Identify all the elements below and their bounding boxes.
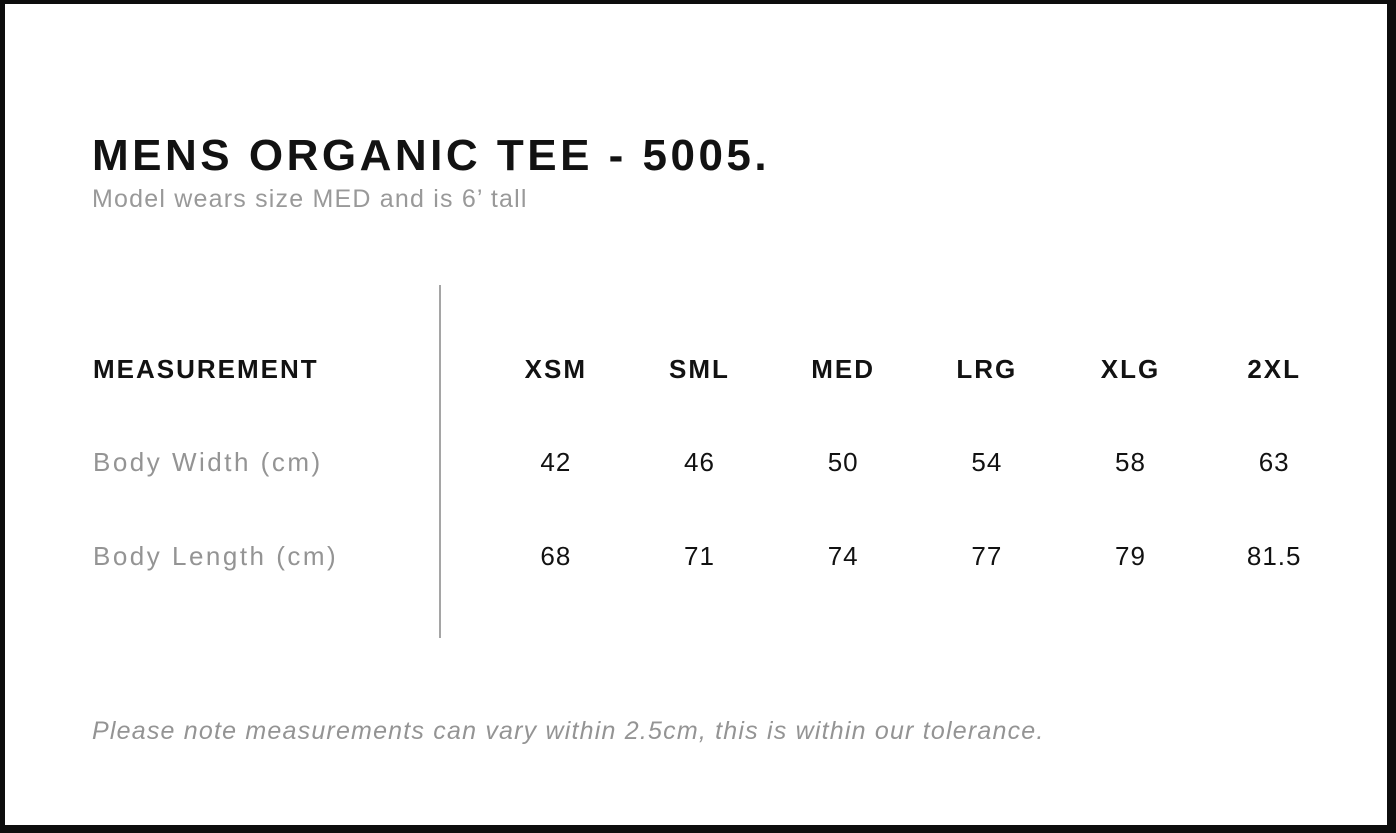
row-label: Body Length (cm) bbox=[93, 540, 339, 571]
table-row-body-width bbox=[93, 445, 1346, 479]
size-value: 81.5 bbox=[1246, 540, 1302, 571]
size-value: 46 bbox=[684, 446, 715, 477]
tolerance-note: Please note measurements can vary within 2.5cm, this is within our tolerance. bbox=[92, 717, 1045, 745]
row-label: Body Width (cm) bbox=[93, 446, 323, 477]
table-row-body-length bbox=[93, 539, 1346, 573]
size-header-sml: SML bbox=[669, 353, 730, 384]
size-value: 71 bbox=[684, 540, 715, 571]
size-header-lrg: LRG bbox=[956, 353, 1018, 384]
size-value: 77 bbox=[971, 540, 1003, 571]
size-value: 68 bbox=[540, 540, 572, 571]
size-value: 50 bbox=[827, 446, 859, 477]
size-value: 54 bbox=[971, 446, 1003, 477]
size-header-xlg: XLG bbox=[1100, 353, 1161, 384]
size-chart-header-row bbox=[93, 352, 1346, 386]
size-value: 42 bbox=[540, 446, 572, 477]
size-value: 79 bbox=[1115, 540, 1146, 571]
size-value: 74 bbox=[827, 540, 859, 571]
size-header-xsm: XSM bbox=[524, 353, 587, 384]
size-header-2xl: 2XL bbox=[1247, 353, 1301, 384]
size-value: 58 bbox=[1115, 446, 1146, 477]
measurement-column-header: MEASUREMENT bbox=[93, 353, 319, 384]
model-size-info: Model wears size MED and is 6’ tall bbox=[92, 185, 528, 213]
size-header-med: MED bbox=[811, 353, 876, 384]
page-title: MENS ORGANIC TEE - 5005. bbox=[92, 131, 771, 181]
size-value: 63 bbox=[1258, 446, 1290, 477]
